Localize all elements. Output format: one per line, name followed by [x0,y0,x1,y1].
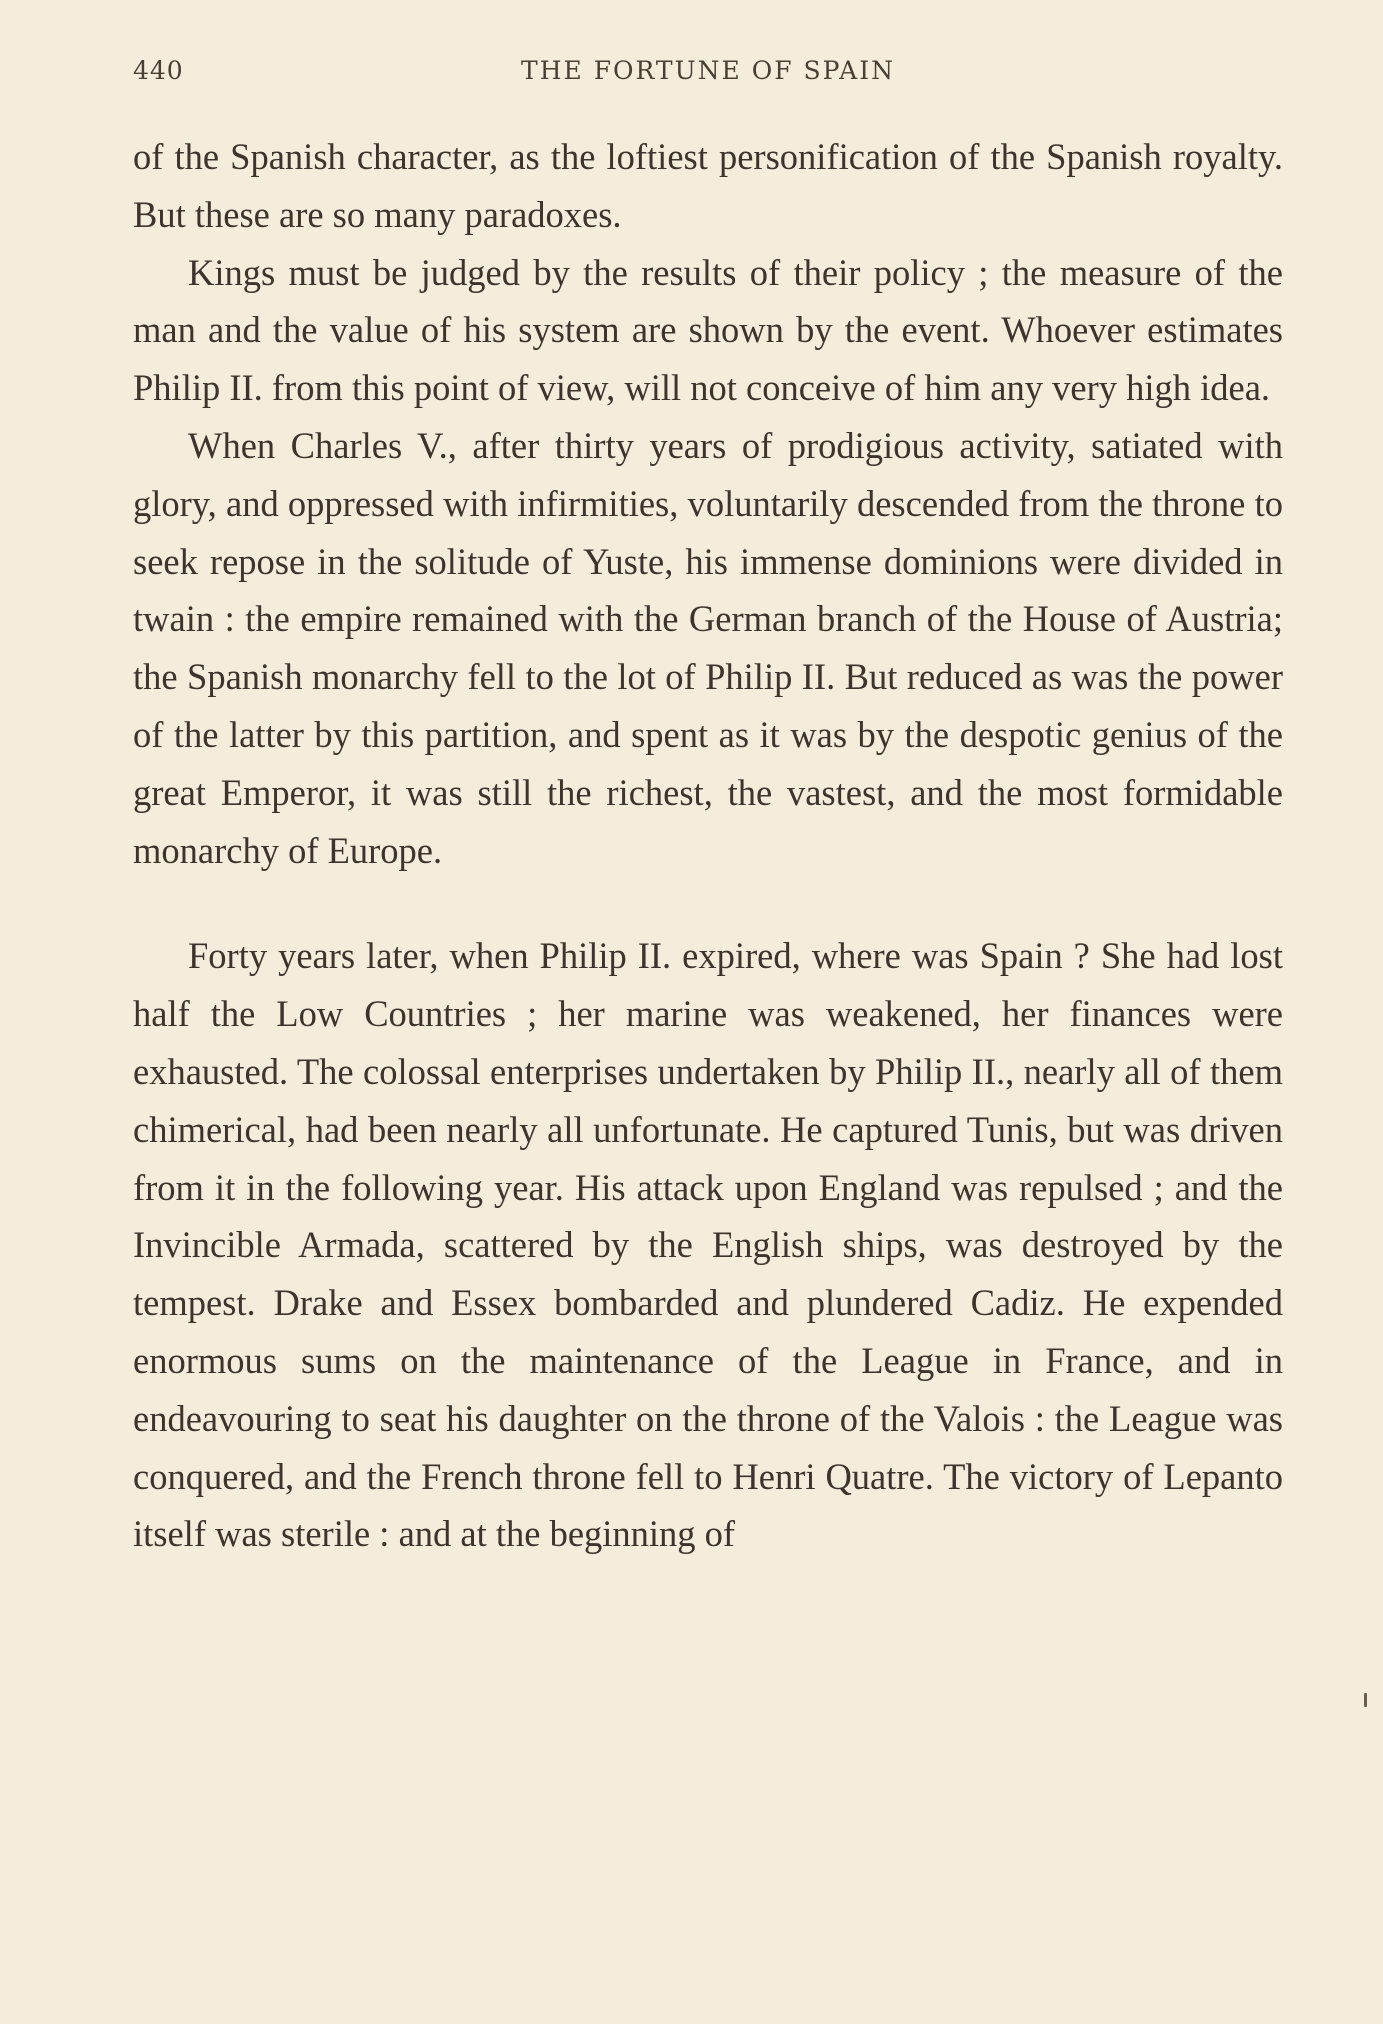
paragraph-3: When Charles V., after thirty years of prodigious activity, satiated with glory, and oppressed with infirmities, voluntarily descended from the throne to seek repose in the solitude of Yuste, his immense dominions were divided in twain : the empire remained with the German branch of the House of Austria; the Spanish monarchy fell to the lot of Philip II. But reduced as was the power of the latter by this partition, and spent as it was by the despotic genius of the great Emperor, it was still the richest, the vastest, and the most formidable monarchy of Europe. [133,424,1283,871]
paragraph-2: Kings must be judged by the results of their policy ; the measure of the man and the value of his system are shown by the event. Whoever estimates Philip II. from this point of view, will not conceive of him any very high idea. [133,251,1283,409]
page-header [133,48,1283,98]
running-title: THE FORTUNE OF SPAIN [521,56,895,85]
paragraph-1: of the Spanish character, as the loftiest personification of the Spanish royalty. But these are so many paradoxes. [133,136,1283,235]
paragraph-4: Forty years later, when Philip II. expired, where was Spain ? She had lost half the Low Countries ; her marine was weakened, her finances were exhausted. The colossal enterprises undertaken by Philip II., nearly all of them chimerical, had been nearly all unfortunate. He captured Tunis, but was driven from it in the following year. His attack upon England was repulsed ; and the Invincible Armada, scattered by the English ships, was destroyed by the tempest. Drake and Essex bombarded and plundered Cadiz. He expended enormous sums on the maintenance of the League in France, and in endeavouring to seat his daughter on the throne of the Valois : the League was conquered, and the French throne fell to Henri Quatre. The victory of Lepanto itself was sterile : and at the beginning of [133,935,1283,1555]
body-text [133,128,1283,1563]
margin-mark [1364,1693,1367,1707]
page-number: 440 [133,56,184,85]
